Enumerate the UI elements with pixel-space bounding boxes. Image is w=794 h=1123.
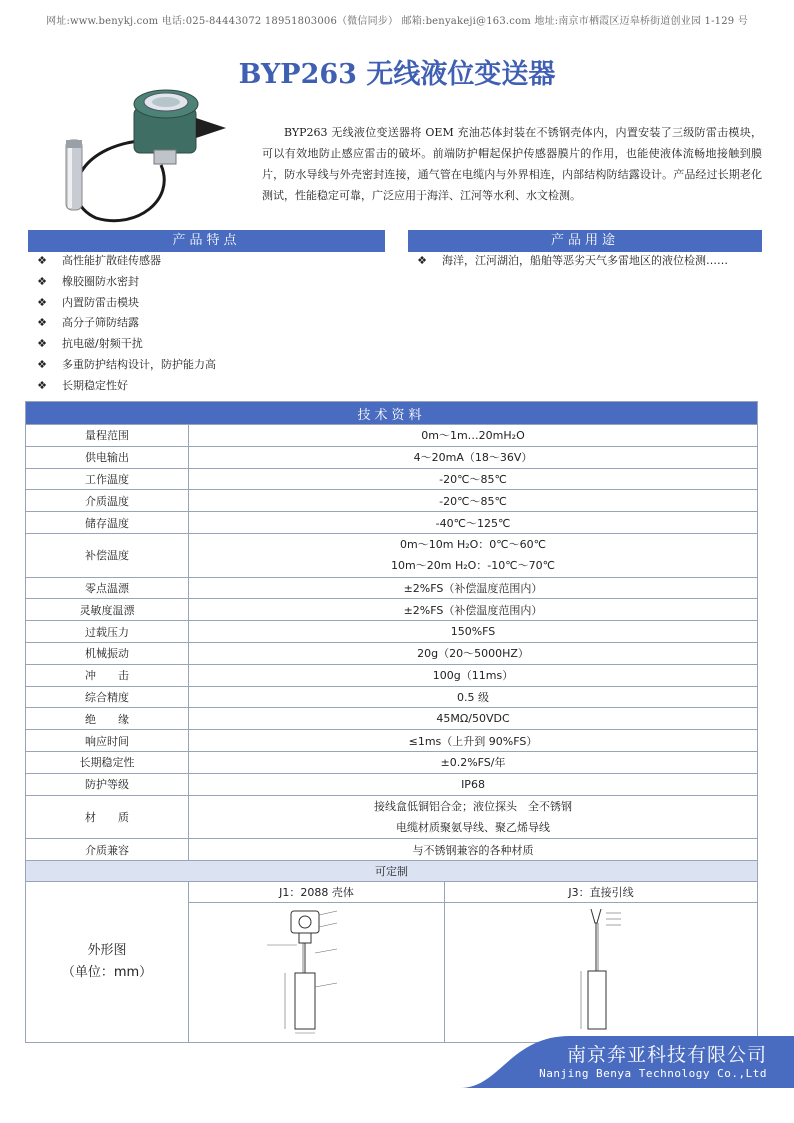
spec-value: ±2%FS（补偿温度范围内） — [189, 599, 758, 621]
product-intro: BYP263 无线液位变送器将 OEM 充油芯体封装在不锈钢壳体内，内置安装了三级防雷击模块，可以有效地防止感应雷击的破坏。前端防护帽起保护传感器膜片的作用，也能使液体流畅地接触到膜片，防水导线与外壳密封连接，通气管在电缆内与外界相连，内部结构防结露设计。产品经过长期老化测试，性能稳定可靠，广泛应用于海洋、江河等水利、水文检测。 — [262, 126, 762, 202]
uses-heading: 产品用途 — [408, 230, 762, 252]
list-item — [28, 293, 385, 314]
table-row — [26, 599, 758, 621]
table-row — [26, 621, 758, 643]
j3-heading: J3：直接引线 — [445, 881, 758, 902]
list-item — [28, 334, 385, 355]
spec-value: 4～20mA（18～36V） — [189, 446, 758, 468]
outline-label-line-2: （单位：mm） — [61, 964, 153, 980]
list-item — [408, 251, 762, 272]
spec-label: 供电输出 — [26, 446, 189, 468]
spec-label: 工作温度 — [26, 468, 189, 490]
spec-label: 绝 缘 — [26, 708, 189, 730]
use-text: 海洋，江河湖泊，船舶等恶劣天气多雷地区的液位检测…… — [442, 254, 728, 267]
spec-label: 过载压力 — [26, 621, 189, 643]
diamond-bullet-icon: ❖ — [37, 337, 47, 351]
spec-value: 100g（11ms） — [189, 664, 758, 686]
table-row — [26, 686, 758, 708]
j1-drawing-cell — [189, 902, 445, 1042]
company-name-en: Nanjing Benya Technology Co.,Ltd — [539, 1067, 767, 1080]
feature-text: 多重防护结构设计，防护能力高 — [62, 357, 216, 371]
feature-text: 内置防雷击模块 — [62, 295, 139, 309]
feature-text: 抗电磁/射频干扰 — [62, 337, 143, 351]
j3-drawing-cell — [445, 902, 758, 1042]
table-row — [26, 642, 758, 664]
table-row — [26, 839, 758, 861]
spec-label: 介质温度 — [26, 490, 189, 512]
feature-text: 高性能扩散硅传感器 — [62, 254, 161, 267]
spec-table — [25, 401, 758, 1043]
spec-value: ±0.2%FS/年 — [189, 751, 758, 773]
product-photo — [56, 80, 256, 225]
comp-temp-line-2: 10m～20m H₂O：-10℃～70℃ — [391, 559, 555, 573]
diamond-bullet-icon: ❖ — [37, 295, 47, 309]
spec-label: 机械振动 — [26, 642, 189, 664]
j1-outline-drawing — [257, 905, 377, 1037]
feature-text: 橡胶圈防水密封 — [62, 274, 139, 288]
diamond-bullet-icon: ❖ — [417, 254, 427, 267]
list-item — [28, 376, 385, 397]
spec-label: 防护等级 — [26, 773, 189, 795]
table-row — [26, 751, 758, 773]
uses-list — [408, 251, 762, 272]
material-line-2: 电缆材质聚氨导线、聚乙烯导线 — [396, 820, 550, 834]
spec-label: 量程范围 — [26, 425, 189, 447]
spec-label: 储存温度 — [26, 512, 189, 534]
list-item — [28, 272, 385, 293]
contact-header: 网址:www.benykj.com 电话:025-84443072 18951803006（微信同步） 邮箱:benyakeji@163.com 地址:南京市栖霞区迈皋桥街道创业园 1-129 号 — [46, 16, 748, 27]
diamond-bullet-icon: ❖ — [37, 254, 47, 267]
spec-label: 材 质 — [26, 795, 189, 839]
page-title: BYP263 无线液位变送器 — [238, 59, 556, 90]
spec-value: IP68 — [189, 773, 758, 795]
spec-value: 0.5 级 — [189, 686, 758, 708]
table-row — [26, 512, 758, 534]
table-row — [26, 708, 758, 730]
features-heading: 产品特点 — [28, 230, 385, 252]
spec-label: 零点温漂 — [26, 577, 189, 599]
customizable-band: 可定制 — [26, 860, 758, 881]
spec-label: 响应时间 — [26, 730, 189, 752]
list-item — [28, 313, 385, 334]
table-row — [26, 795, 758, 839]
spec-value — [189, 795, 758, 839]
spec-value: -20℃～85℃ — [189, 468, 758, 490]
company-name-cn: 南京奔亚科技有限公司 — [566, 1044, 767, 1066]
comp-temp-line-1: 0m～10m H₂O：0℃～60℃ — [400, 538, 546, 552]
outline-label-line-1: 外形图 — [87, 942, 127, 958]
diamond-bullet-icon: ❖ — [37, 357, 47, 371]
spec-value: 150%FS — [189, 621, 758, 643]
spec-value: ±2%FS（补偿温度范围内） — [189, 577, 758, 599]
diamond-bullet-icon: ❖ — [37, 378, 47, 392]
spec-value: 0m～1m…20mH₂O — [189, 425, 758, 447]
table-row — [26, 730, 758, 752]
spec-label: 补偿温度 — [26, 533, 189, 577]
spec-value: -20℃～85℃ — [189, 490, 758, 512]
outline-label — [26, 881, 189, 1042]
spec-heading: 技术资料 — [26, 402, 758, 425]
table-row — [26, 446, 758, 468]
spec-label: 冲 击 — [26, 664, 189, 686]
diamond-bullet-icon: ❖ — [37, 316, 47, 330]
table-row — [26, 468, 758, 490]
table-row — [26, 577, 758, 599]
table-row — [26, 664, 758, 686]
feature-text: 高分子筛防结露 — [62, 316, 139, 330]
spec-value: ≤1ms（上升到 90%FS） — [189, 730, 758, 752]
spec-label: 灵敏度温漂 — [26, 599, 189, 621]
spec-value: 与不锈钢兼容的各种材质 — [189, 839, 758, 861]
diamond-bullet-icon: ❖ — [37, 274, 47, 288]
spec-label: 长期稳定性 — [26, 751, 189, 773]
list-item — [28, 251, 385, 272]
j1-heading: J1：2088 壳体 — [189, 881, 445, 902]
material-line-1: 接线盒低铜铝合金；液位探头 全不锈钢 — [374, 799, 572, 813]
feature-text: 长期稳定性好 — [62, 378, 128, 392]
table-row — [26, 490, 758, 512]
features-list — [28, 251, 385, 397]
spec-label: 综合精度 — [26, 686, 189, 708]
j3-outline-drawing — [561, 905, 641, 1037]
list-item — [28, 355, 385, 376]
spec-value: 20g（20～5000HZ） — [189, 642, 758, 664]
table-row — [26, 533, 758, 577]
table-row — [26, 425, 758, 447]
spec-value — [189, 533, 758, 577]
spec-value: 45MΩ/50VDC — [189, 708, 758, 730]
spec-label: 介质兼容 — [26, 839, 189, 861]
spec-value: -40℃～125℃ — [189, 512, 758, 534]
table-row — [26, 773, 758, 795]
